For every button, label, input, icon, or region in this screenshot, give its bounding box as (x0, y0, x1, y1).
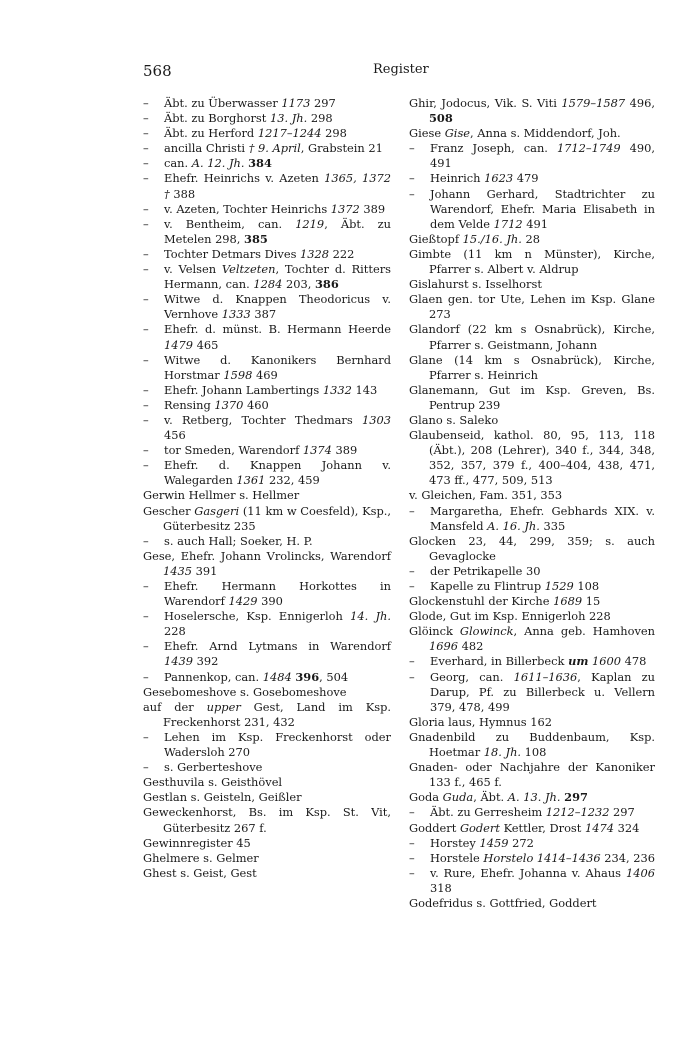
index-entry: Gimbte (11 km n Münster), Kirche, Pfarrer s. Albert v. Aldrup (409, 246, 655, 277)
index-entry: Goda Guda, Äbt. A. 13. Jh. 297 (409, 790, 588, 805)
index-subentry: – s. auch Hall; Soeker, H. P. (143, 534, 391, 549)
index-subentry: – Georg, can. 1611–1636, Kaplan zu Darup, Pf. zu Billerbeck u. Vellern 379, 478, 499 (409, 670, 655, 715)
index-subentry: – Kapelle zu Flintrup 1529 108 (409, 579, 655, 594)
index-entry: Gese, Ehefr. Johann Vrolincks, Warendorf 1435 391 (143, 548, 391, 578)
index-entry: Ghest s. Geist, Gest (143, 865, 257, 880)
index-subentry: – can. A. 12. Jh. 384 (143, 156, 391, 171)
index-subentry: – Horstele Horstelo 1414–1436 234, 236 (409, 851, 655, 866)
index-entry: Glockenstuhl der Kirche 1689 15 (409, 594, 601, 609)
index-entry: Glaubenseid, kathol. 80, 95, 113, 118 (Äbt.), 208 (Lehrer), 340 f., 344, 348, 352, 357, 379 f., 400–404, 438, 471, 473 ff., 477, 509, 513 (409, 428, 655, 488)
index-subentry: – Lehen im Ksp. Freckenhorst oder Wadersloh 270 (143, 730, 391, 760)
index-subentry: – Horstey 1459 272 (409, 836, 655, 851)
index-column-left (143, 96, 391, 881)
index-entry: Glanemann, Gut im Ksp. Greven, Bs. Pentrup 239 (409, 382, 655, 412)
index-subentry: – Ehefr. Arnd Lytmans in Warendorf 1439 392 (143, 639, 391, 669)
index-subentry: – v. Velsen Veltzeten, Tochter d. Ritters Hermann, can. 1284 203, 386 (143, 262, 391, 292)
index-entry: Gewinnregister 45 (143, 835, 251, 850)
index-entry: Gislahurst s. Isselhorst (409, 277, 542, 292)
index-entry: Godefridus s. Gottfried, Goddert (409, 895, 597, 910)
index-subentry: – Johann Gerhard, Stadtrichter zu Warendorf, Ehefr. Maria Elisabeth in dem Velde 1712 491 (409, 187, 655, 232)
page-number: 568 (143, 62, 172, 80)
index-entry: Glode, Gut im Ksp. Ennigerloh 228 (409, 609, 611, 624)
index-entry: Glaen gen. tor Ute, Lehen im Ksp. Glane 273 (409, 292, 655, 322)
index-subentry: – v. Rure, Ehefr. Johanna v. Ahaus 1406 318 (409, 866, 655, 896)
index-entry: Gnadenbild zu Buddenbaum, Ksp. Hoetmar 18. Jh. 108 (409, 729, 655, 760)
index-entry: Giese Gise, Anna s. Middendorf, Joh. (409, 126, 621, 141)
index-entry: Geweckenhorst, Bs. im Ksp. St. Vit, Güterbesitz 267 f. (143, 805, 391, 835)
index-subentry: – Witwe d. Kanonikers Bernhard Horstmar 1598 469 (143, 353, 391, 383)
index-entry: Glocken 23, 44, 299, 359; s. auch Gevaglocke (409, 533, 655, 563)
index-entry: v. Gleichen, Fam. 351, 353 (409, 488, 563, 503)
index-subentry: – Äbt. zu Borghorst 13. Jh. 298 (143, 111, 391, 126)
index-subentry: – ancilla Christi † 9. April, Grabstein 21 (143, 141, 391, 156)
index-entry: Gerwin Hellmer s. Hellmer (143, 488, 300, 503)
index-subentry: – Ehefr. d. Knappen Johann v. Walegarden 1361 232, 459 (143, 458, 391, 488)
index-subentry: – Rensing 1370 460 (143, 398, 391, 413)
index-entry: Gesebomeshove s. Gosebomeshove (143, 684, 347, 699)
index-subentry: – Everhard, in Billerbeck um 1600 478 (409, 654, 655, 669)
index-subentry: – tor Smeden, Warendorf 1374 389 (143, 443, 391, 458)
index-entry: Ghir, Jodocus, Vik. S. Viti 1579–1587 496, 508 (409, 96, 655, 126)
index-entry: Glano s. Saleko (409, 412, 499, 427)
index-subentry: – der Petrikapelle 30 (409, 564, 655, 579)
running-title: Register (373, 62, 429, 77)
index-entry: Gescher Gasgeri (11 km w Coesfeld), Ksp., Güterbesitz 235 (143, 503, 391, 533)
index-subentry: – s. Gerberteshove (143, 760, 391, 775)
index-entry: Ghelmere s. Gelmer (143, 850, 259, 865)
index-subentry: – Äbt. zu Herford 1217–1244 298 (143, 126, 391, 141)
index-subentry: – Äbt. zu Überwasser 1173 297 (143, 96, 391, 111)
index-column-right (409, 96, 655, 911)
index-entry: Gnaden- oder Nachjahre der Kanoniker 133 f., 465 f. (409, 760, 655, 790)
index-subentry: – v. Azeten, Tochter Heinrichs 1372 389 (143, 202, 391, 217)
index-subentry: – v. Bentheim, can. 1219, Äbt. zu Metelen 298, 385 (143, 217, 391, 247)
index-subentry: – Ehefr. d. münst. B. Hermann Heerde 1479 465 (143, 322, 391, 352)
index-subentry: – Heinrich 1623 479 (409, 171, 655, 186)
index-subentry: – Ehefr. Heinrichs v. Azeten 1365, 1372 † 388 (143, 171, 391, 201)
index-subentry: – Witwe d. Knappen Theodoricus v. Vernhove 1333 387 (143, 292, 391, 322)
index-entry: Gesthuvila s. Geisthövel (143, 775, 283, 790)
index-subentry: – Hoselersche, Ksp. Ennigerloh 14. Jh. 228 (143, 609, 391, 639)
index-entry: Glane (14 km s Osnabrück), Kirche, Pfarrer s. Heinrich (409, 352, 655, 382)
index-subentry: – Äbt. zu Gerresheim 1212–1232 297 (409, 805, 655, 820)
index-entry: auf der upper Gest, Land im Ksp. Freckenhorst 231, 432 (143, 699, 392, 729)
index-subentry: – Ehefr. Hermann Horkottes in Warendorf 1429 390 (143, 579, 391, 609)
index-entry: Goddert Godert Kettler, Drost 1474 324 (409, 820, 640, 835)
index-subentry: – Margaretha, Ehefr. Gebhards XIX. v. Mansfeld A. 16. Jh. 335 (409, 504, 655, 534)
index-subentry: – Ehefr. Johann Lambertings 1332 143 (143, 383, 391, 398)
index-subentry: – Tochter Detmars Dives 1328 222 (143, 247, 391, 262)
index-subentry: – Franz Joseph, can. 1712–1749 490, 491 (409, 141, 655, 171)
index-entry: Gestlan s. Geisteln, Geißler (143, 790, 302, 805)
index-subentry: – v. Retberg, Tochter Thedmars 1303 456 (143, 413, 391, 443)
index-entry: Glöinck Glowinck, Anna geb. Hamhoven 1696 482 (409, 624, 655, 654)
index-subentry: – Pannenkop, can. 1484 396, 504 (143, 670, 391, 685)
index-entry: Glandorf (22 km s Osnabrück), Kirche, Pfarrer s. Geistmann, Johann (409, 322, 655, 352)
index-entry: Gießtopf 15./16. Jh. 28 (409, 231, 540, 246)
index-entry: Gloria laus, Hymnus 162 (409, 714, 553, 729)
